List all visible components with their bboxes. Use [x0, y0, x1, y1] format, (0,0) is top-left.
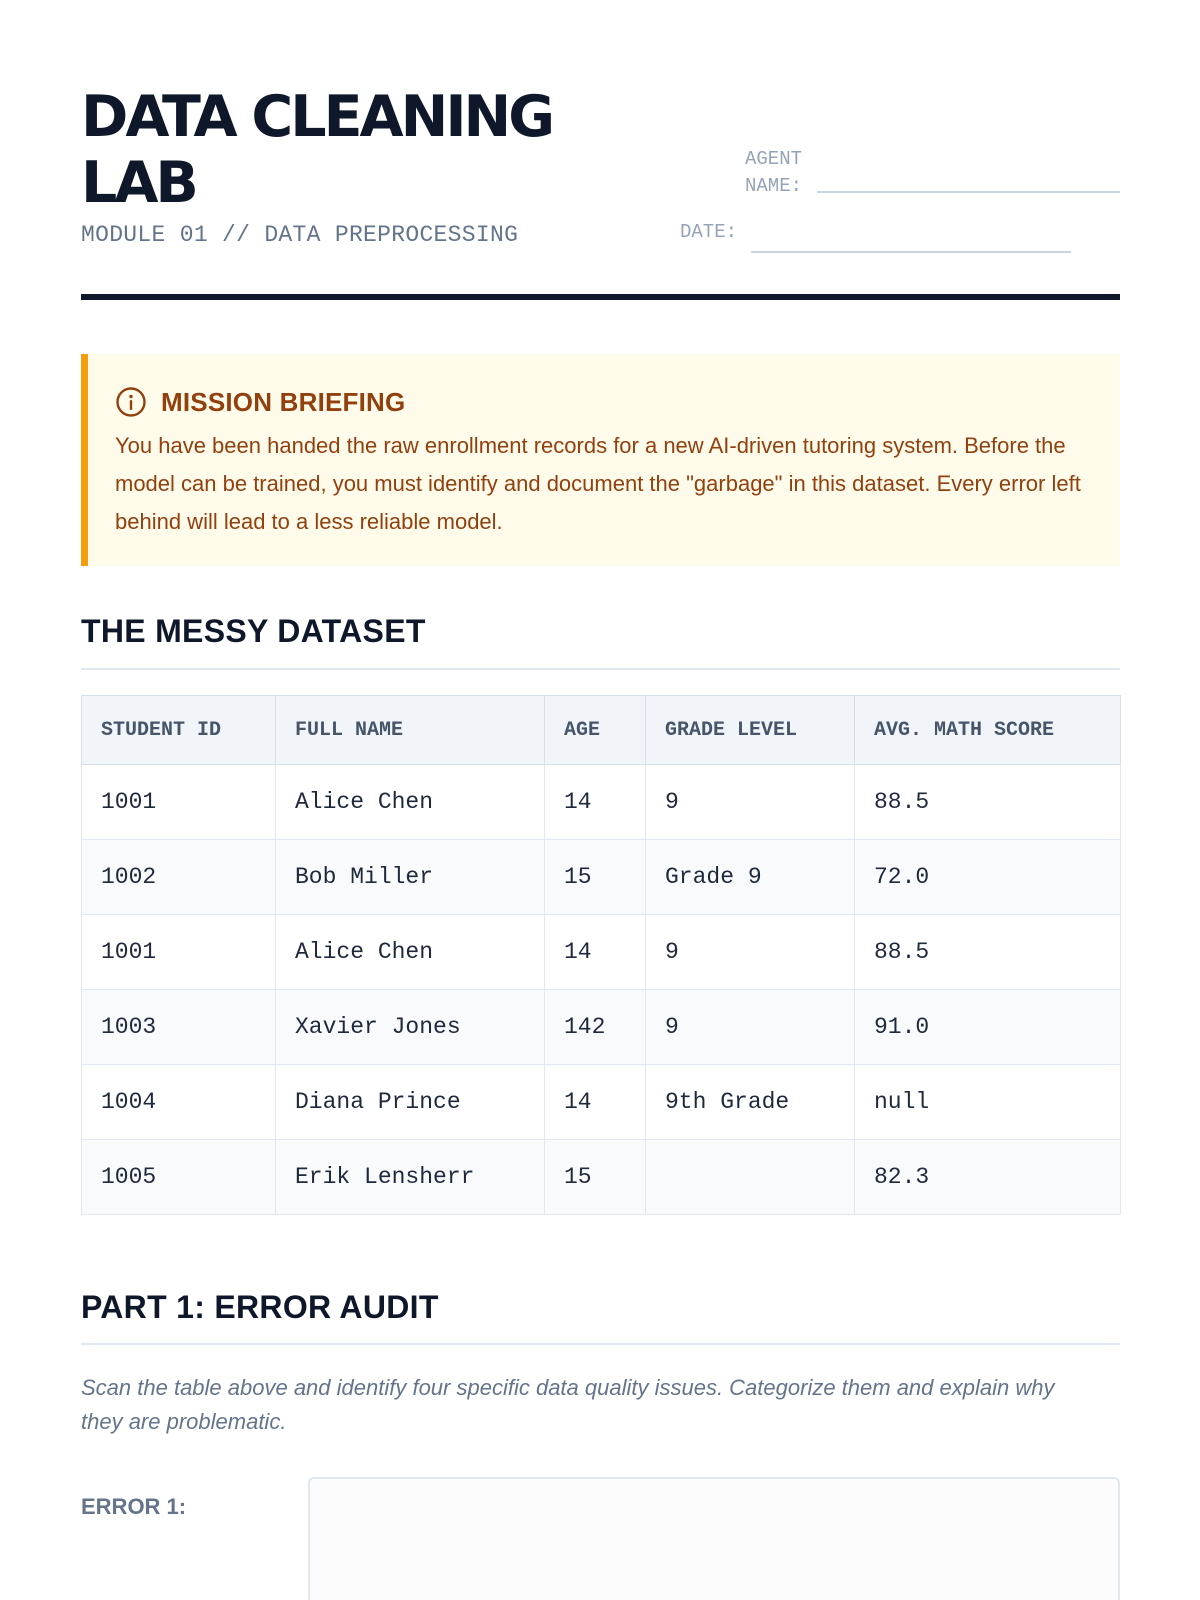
error-1-answer-box[interactable] — [308, 1477, 1120, 1600]
column-header: FULL NAME — [276, 696, 545, 765]
table-header-row — [82, 696, 1121, 765]
page-title: DATA CLEANING LAB — [81, 84, 553, 216]
table-cell: 88.5 — [855, 915, 1121, 990]
header — [81, 0, 1120, 300]
dataset-heading: THE MESSY DATASET — [81, 613, 426, 649]
table-cell: Diana Prince — [276, 1065, 545, 1140]
table-cell: 142 — [545, 990, 646, 1065]
column-header: STUDENT ID — [82, 696, 276, 765]
table-row — [82, 1065, 1121, 1140]
table-cell: 9th Grade — [646, 1065, 855, 1140]
table-cell: 1003 — [82, 990, 276, 1065]
table-cell: 9 — [646, 765, 855, 840]
table-cell: Xavier Jones — [276, 990, 545, 1065]
date-field[interactable] — [751, 251, 1071, 253]
part1-divider — [81, 1343, 1120, 1345]
table-row — [82, 840, 1121, 915]
dataset-divider — [81, 668, 1120, 670]
table-cell: 9 — [646, 915, 855, 990]
table-cell: 15 — [545, 840, 646, 915]
column-header: GRADE LEVEL — [646, 696, 855, 765]
date-label: DATE: — [680, 221, 738, 243]
table-cell: 72.0 — [855, 840, 1121, 915]
table-row — [82, 765, 1121, 840]
table-cell — [646, 1140, 855, 1215]
agent-name-field[interactable] — [817, 191, 1120, 193]
table-cell: 1005 — [82, 1140, 276, 1215]
dataset-table-wrapper — [81, 695, 1120, 1215]
header-divider — [81, 294, 1120, 300]
table-cell: Bob Miller — [276, 840, 545, 915]
mission-briefing — [81, 354, 1120, 566]
table-cell: 1004 — [82, 1065, 276, 1140]
part1-heading: PART 1: ERROR AUDIT — [81, 1289, 439, 1325]
table-cell: 88.5 — [855, 765, 1121, 840]
briefing-heading — [115, 386, 405, 418]
dataset-table — [81, 695, 1121, 1215]
table-cell: 15 — [545, 1140, 646, 1215]
table-cell: Erik Lensherr — [276, 1140, 545, 1215]
column-header: AVG. MATH SCORE — [855, 696, 1121, 765]
table-cell: 82.3 — [855, 1140, 1121, 1215]
table-cell: Alice Chen — [276, 915, 545, 990]
table-row — [82, 1140, 1121, 1215]
table-cell: null — [855, 1065, 1121, 1140]
table-row — [82, 990, 1121, 1065]
table-cell: 14 — [545, 765, 646, 840]
table-cell: 14 — [545, 915, 646, 990]
table-cell: 1001 — [82, 765, 276, 840]
worksheet-page — [81, 0, 1120, 1600]
part1-instructions: Scan the table above and identify four specific data quality issues. Categorize them and explain why they are problematic. — [81, 1375, 1055, 1434]
table-cell: 91.0 — [855, 990, 1121, 1065]
briefing-title: MISSION BRIEFING — [161, 386, 406, 417]
table-row — [82, 915, 1121, 990]
error-1-label: ERROR 1: — [81, 1494, 187, 1519]
table-cell: 1002 — [82, 840, 276, 915]
table-cell: 9 — [646, 990, 855, 1065]
column-header: AGE — [545, 696, 646, 765]
agent-name-label: AGENT NAME: — [745, 148, 803, 197]
module-subtitle: MODULE 01 // DATA PREPROCESSING — [81, 222, 519, 248]
briefing-text: You have been handed the raw enrollment records for a new AI-driven tutoring system. Before the model can be trained, you must identify and document the "garbage" in this dataset. Every error left behind will lead to a less reliable model. — [115, 433, 1081, 534]
table-cell: Grade 9 — [646, 840, 855, 915]
table-cell: 14 — [545, 1065, 646, 1140]
table-cell: 1001 — [82, 915, 276, 990]
info-icon — [115, 386, 147, 418]
table-cell: Alice Chen — [276, 765, 545, 840]
